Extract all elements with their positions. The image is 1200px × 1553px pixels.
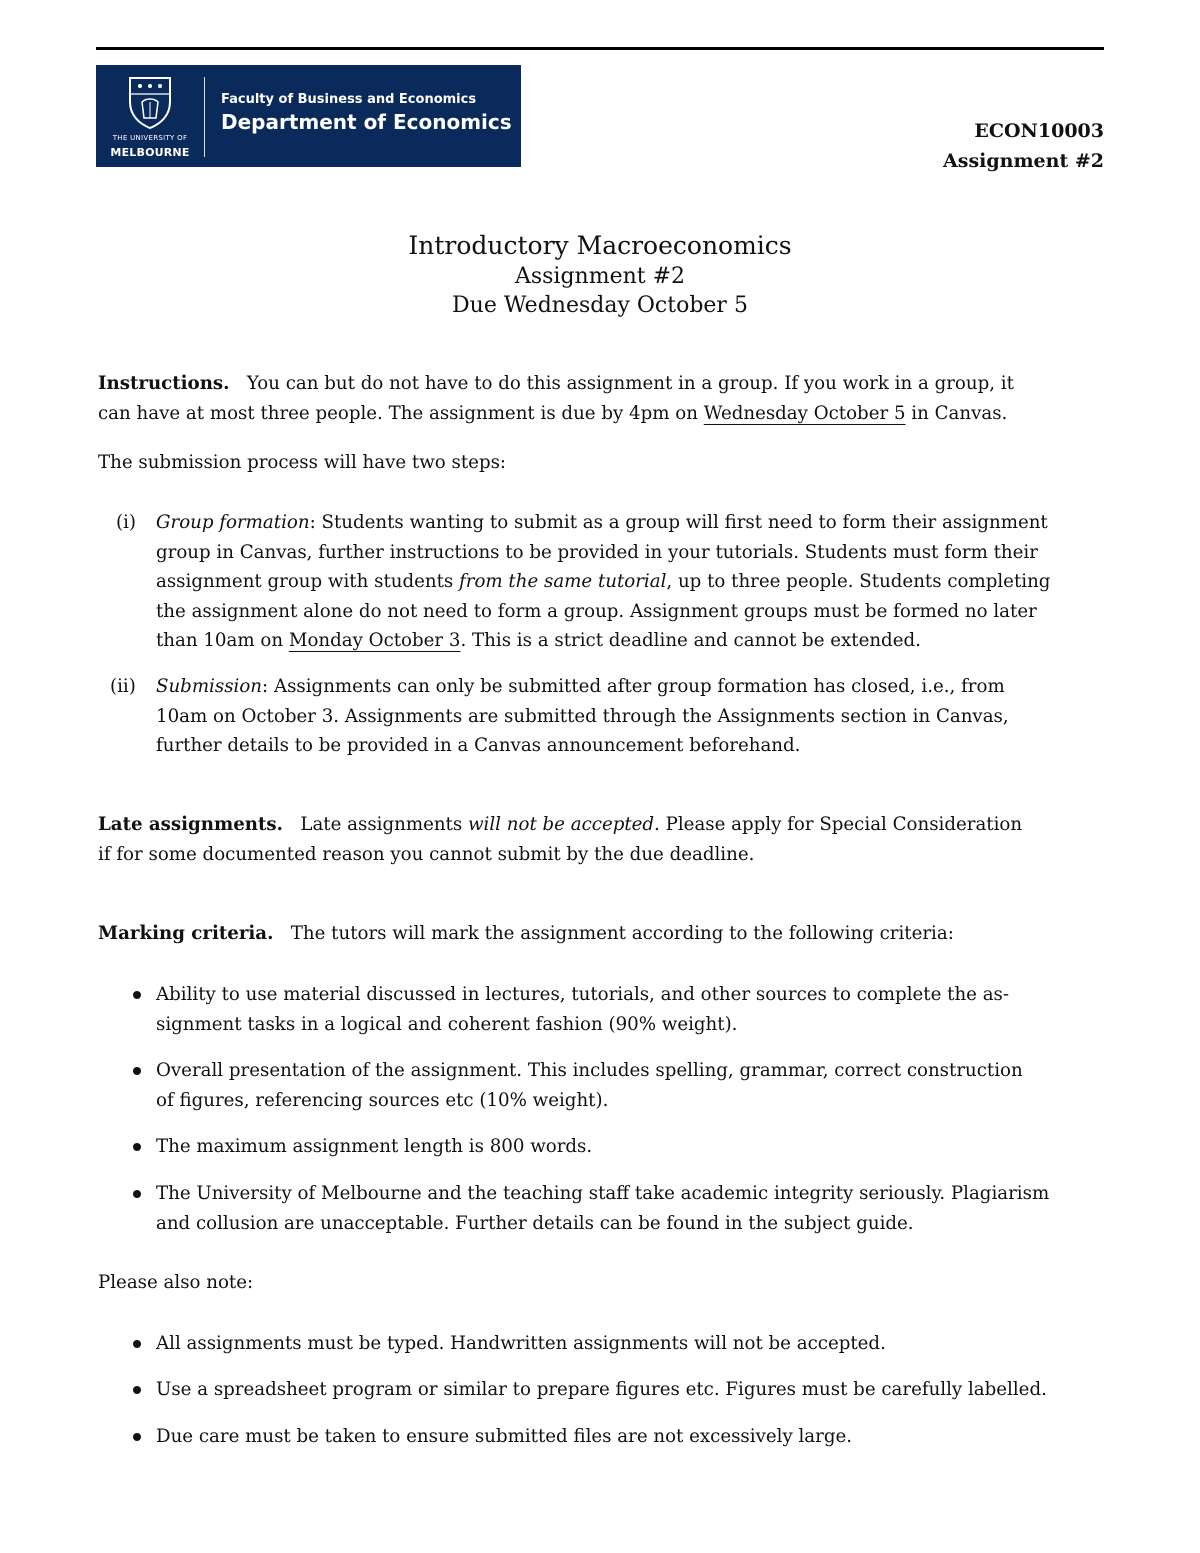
step-submission (156, 672, 1104, 761)
late-emphasis: will not be accepted. (467, 814, 660, 835)
step-1-text-5a: than 10am on (156, 630, 289, 651)
step-1-line-1 (156, 508, 1104, 538)
marking-intro: The tutors will mark the assignment according to the following criteria: (290, 923, 954, 944)
process-intro: The submission process will have two steps: (98, 452, 507, 473)
course-code-block (943, 116, 1104, 176)
note-item: Due care must be taken to ensure submitted files are not excessively large. (156, 1426, 853, 1447)
bullet-icon (133, 1433, 141, 1441)
criterion-1-line-2: signment tasks in a logical and coherent fashion (90% weight). (156, 1013, 738, 1035)
step-1-line-5 (156, 626, 1104, 656)
step-1-label: Group formation (156, 512, 310, 533)
criterion-4-line-2: and collusion are unacceptable. Further details can be found in the subject guide. (156, 1212, 914, 1234)
instructions-text-1: You can but do not have to do this assignment in a group. If you work in a group, it (246, 373, 1014, 394)
instructions-line-2 (98, 399, 1104, 429)
criterion-item (156, 1056, 1104, 1115)
instructions-paragraph (98, 369, 1104, 428)
late-text-1a: Late assignments (300, 814, 468, 835)
department-name: Department of Economics (221, 110, 512, 134)
course-code: ECON10003 (974, 120, 1104, 142)
step-marker-1: (i) (116, 512, 137, 533)
note-item: All assignments must be typed. Handwritten assignments will not be accepted. (156, 1333, 886, 1354)
group-deadline-link: Monday October 3 (288, 630, 461, 651)
criterion-item (156, 1132, 1104, 1162)
step-1-text-5b: . This is a strict deadline and cannot be extended. (460, 630, 921, 651)
crest-melbourne-text: MELBOURNE (110, 146, 190, 159)
title-block (0, 230, 1200, 320)
criterion-4-line-1: The University of Melbourne and the teaching staff take academic integrity seriously. Plagiarism (156, 1183, 1050, 1204)
step-1-line-3 (156, 567, 1104, 597)
page-subtitle: Assignment #2 (514, 264, 686, 289)
due-date-link: Wednesday October 5 (703, 402, 906, 424)
step-1-line-4: the assignment alone do not need to form a group. Assignment groups must be formed no later (156, 600, 1037, 622)
step-2-label: Submission (156, 676, 263, 697)
note-item: Use a spreadsheet program or similar to prepare figures etc. Figures must be carefully labelled. (156, 1379, 1047, 1400)
step-group-formation (156, 508, 1104, 656)
late-text-1b: Please apply for Special Consideration (659, 814, 1023, 835)
bullet-icon (133, 1190, 141, 1198)
late-line-2: if for some documented reason you cannot submit by the due deadline. (98, 843, 755, 865)
step-2-text-1: : Assignments can only be submitted after group formation has closed, i.e., from (262, 676, 1005, 697)
instructions-line-1 (98, 369, 1104, 399)
faculty-name: Faculty of Business and Economics (221, 92, 477, 107)
crest-shield-icon (126, 74, 174, 130)
instructions-heading: Instructions. (98, 373, 230, 394)
bullet-icon (133, 991, 141, 999)
marking-intro-line (98, 919, 1104, 949)
criterion-item (156, 980, 1104, 1039)
step-1-text-3b: , up to three people. Students completing (666, 571, 1051, 592)
step-2-line-3: further details to be provided in a Canvas announcement beforehand. (156, 735, 801, 756)
step-2-line-1 (156, 672, 1104, 702)
criterion-1-line-1: Ability to use material discussed in lectures, tutorials, and other sources to complete the as- (156, 984, 1010, 1005)
notes-intro: Please also note: (98, 1272, 254, 1293)
due-date: Due Wednesday October 5 (452, 293, 748, 318)
marking-heading: Marking criteria. (98, 923, 274, 944)
logo-divider (204, 77, 205, 157)
top-rule (96, 47, 1104, 50)
step-marker-2: (ii) (110, 676, 136, 697)
step-1-emphasis: from the same tutorial (459, 571, 667, 592)
instructions-text-3: in Canvas. (905, 402, 1008, 424)
page-title: Introductory Macroeconomics (408, 231, 792, 260)
criterion-2-line-2: of figures, referencing sources etc (10% weight). (156, 1089, 609, 1111)
university-logo (96, 65, 521, 167)
late-heading: Late assignments. (98, 814, 284, 835)
step-2-line-2: 10am on October 3. Assignments are submitted through the Assignments section in Canvas, (156, 705, 1009, 727)
crest (108, 74, 192, 162)
bullet-icon (133, 1386, 141, 1394)
criterion-item (156, 1179, 1104, 1238)
late-line-1 (98, 810, 1104, 840)
step-1-text-3a: assignment group with students (156, 571, 460, 592)
bullet-icon (133, 1067, 141, 1075)
bullet-icon (133, 1143, 141, 1151)
assignment-number: Assignment #2 (943, 150, 1104, 172)
step-1-line-2: group in Canvas, further instructions to be provided in your tutorials. Students must form their (156, 541, 1038, 563)
criterion-3-line-1: The maximum assignment length is 800 words. (156, 1136, 593, 1157)
bullet-icon (133, 1340, 141, 1348)
crest-university-text: THE UNIVERSITY OF (112, 134, 188, 142)
late-paragraph (98, 810, 1104, 869)
criterion-2-line-1: Overall presentation of the assignment. This includes spelling, grammar, correct construction (156, 1060, 1023, 1081)
step-1-text-1: : Students wanting to submit as a group will first need to form their assignment (309, 512, 1048, 533)
instructions-text-2: can have at most three people. The assignment is due by 4pm on (98, 402, 704, 424)
